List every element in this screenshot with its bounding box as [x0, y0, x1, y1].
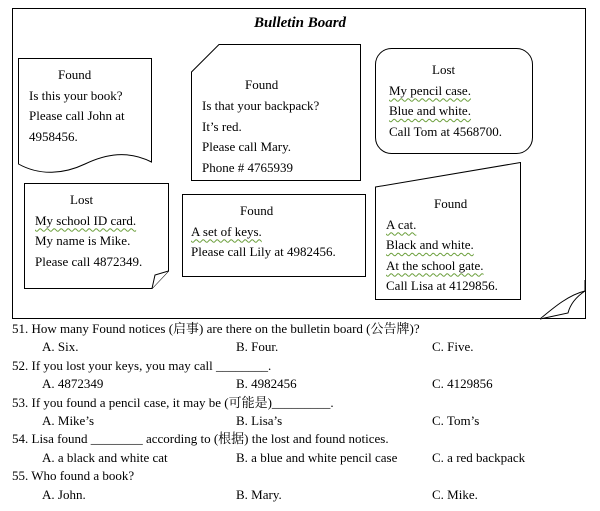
options-54 — [12, 449, 592, 467]
notice-heading: Lost — [432, 62, 456, 77]
notice-line: Please call Mary. — [202, 139, 292, 154]
notice-line: 4958456. — [29, 128, 78, 144]
notice-line: My pencil case. — [389, 82, 471, 98]
options-55 — [12, 486, 592, 504]
notice-line: My school ID card. — [35, 212, 137, 228]
notice-line: At the school gate. — [386, 257, 484, 273]
notice-found-backpack — [191, 44, 361, 181]
option-b: B. 4982456 — [236, 376, 297, 392]
notice-line: Call Lisa at 4129856. — [386, 278, 498, 293]
option-b: B. Mary. — [236, 486, 282, 502]
question-51: 51. How many Found notices (启事) are there on the bulletin board (公告牌)? — [12, 321, 420, 336]
notice-line: Black and white. — [386, 237, 474, 252]
notice-heading: Found — [240, 203, 274, 218]
notice-line: Blue and white. — [389, 103, 471, 118]
option-b: B. Lisa’s — [236, 412, 283, 428]
question-55: 55. Who found a book? — [12, 468, 135, 484]
option-b: B. a blue and white pencil case — [236, 449, 398, 465]
notice-line: Please call John at — [29, 108, 125, 123]
question-54: 54. Lisa found ________ according to (根据) the lost and found notices. — [12, 431, 389, 447]
questions-section — [12, 320, 592, 504]
notice-line: A set of keys. — [191, 223, 262, 239]
option-c: C. Five. — [432, 339, 474, 355]
option-c: C. 4129856 — [432, 376, 493, 392]
board-title: Bulletin Board — [253, 15, 347, 31]
options-52 — [12, 375, 592, 393]
option-a: A. John. — [42, 486, 86, 502]
notice-line: It’s red. — [202, 118, 242, 134]
board-page-curl — [538, 279, 588, 321]
notice-lost-id-card — [24, 183, 169, 289]
notice-heading: Found — [434, 196, 468, 211]
options-51 — [12, 338, 592, 356]
notice-found-keys — [182, 194, 366, 277]
option-c: C. Tom’s — [432, 412, 480, 428]
option-a: A. Mike’s — [42, 412, 94, 428]
option-c: C. Mike. — [432, 486, 478, 502]
notice-line: Please call Lily at 4982456. — [191, 244, 336, 259]
notice-line: Is that your backpack? — [202, 98, 320, 113]
question-53: 53. If you found a pencil case, it may be (可能是)_________. — [12, 394, 334, 410]
notice-found-cat — [375, 162, 521, 300]
option-a: A. a black and white cat — [42, 449, 168, 465]
notice-line: Phone # 4765939 — [202, 159, 293, 175]
question-52: 52. If you lost your keys, you may call ________. — [12, 357, 272, 373]
notice-line: Is this your book? — [29, 87, 123, 103]
notice-line: A cat. — [386, 216, 417, 232]
option-c: C. a red backpack — [432, 449, 526, 465]
notice-heading: Found — [245, 77, 279, 92]
notice-line: Please call 4872349. — [35, 253, 143, 269]
options-53 — [12, 412, 592, 430]
option-b: B. Four. — [236, 339, 279, 355]
notice-line: Call Tom at 4568700. — [389, 123, 502, 139]
notice-lost-pencil-case — [375, 48, 533, 154]
option-a: A. Six. — [42, 339, 79, 355]
notice-found-book — [18, 58, 152, 174]
notice-heading: Lost — [70, 192, 94, 207]
notice-heading: Found — [58, 67, 92, 82]
option-a: A. 4872349 — [42, 376, 104, 392]
notice-line: My name is Mike. — [35, 233, 131, 248]
